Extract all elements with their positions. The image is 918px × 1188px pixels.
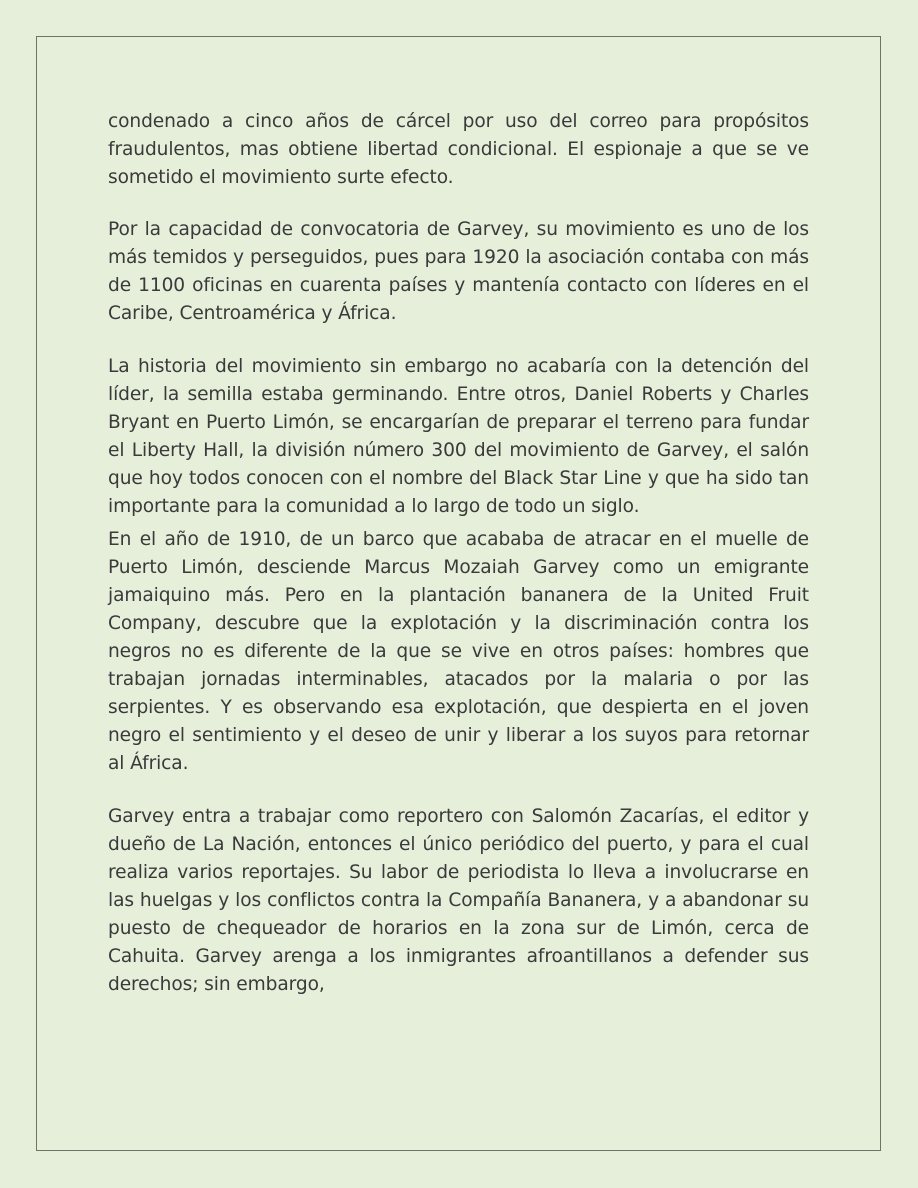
paragraph-1: condenado a cinco años de cárcel por uso del correo para propósitos fraudulentos, mas obtiene libertad condicional. El espionaje a que se ve sometido el movimiento surte efecto. [108,111,809,188]
paragraph-4: En el año de 1910, de un barco que acababa de atracar en el muelle de Puerto Limón, desciende Marcus Mozaiah Garvey como un emigrante jamaiquino más. Pero en la plantación bananera de la United Fruit Company, descubre que la explotación y la discriminación contra los negros no es diferente de la que se vive en otros países: hombres que trabajan jornadas interminables, atacados por la malaria o por las serpientes. Y es observando esa explotación, que despierta en el joven negro el sentimiento y el deseo de unir y liberar a los suyos para retornar al África. [108,529,809,774]
paragraph-2: Por la capacidad de convocatoria de Garvey, su movimiento es uno de los más temidos y perseguidos, pues para 1920 la asociación contaba con más de 1100 oficinas en cuarenta países y mantenía contacto con líderes en el Caribe, Centroamérica y África. [108,219,809,324]
document-body [108,108,809,999]
paragraph-3: La historia del movimiento sin embargo no acabaría con la detención del líder, la semilla estaba germinando. Entre otros, Daniel Roberts y Charles Bryant en Puerto Limón, se encargarían de preparar el terreno para fundar el Liberty Hall, la división número 300 del movimiento de Garvey, el salón que hoy todos conocen con el nombre del Black Star Line y que ha sido tan importante para la comunidad a lo largo de todo un siglo. [108,356,809,517]
paragraph-5: Garvey entra a trabajar como reportero con Salomón Zacarías, el editor y dueño de La Nación, entonces el único periódico del puerto, y para el cual realiza varios reportajes. Su labor de periodista lo lleva a involucrarse en las huelgas y los conflictos contra la Compañía Bananera, y a abandonar su puesto de chequeador de horarios en la zona sur de Limón, cerca de Cahuita. Garvey arenga a los inmigrantes afroantillanos a defender sus derechos; sin embargo, [108,806,809,995]
